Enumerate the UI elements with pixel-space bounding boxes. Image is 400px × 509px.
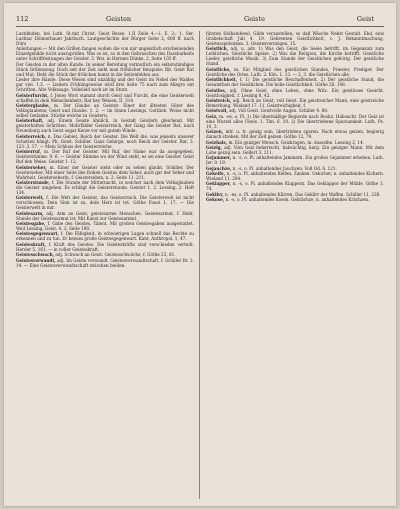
dictionary-entry	[206, 31, 384, 46]
entry-text: f. Kraft des Geistes. Die Geisteskräfte sind verschieden verteilt. Herder 5, 161. — in voller Geisteskraft.	[16, 241, 194, 252]
dictionary-entry	[206, 155, 384, 165]
entry-text: n. -s, o. Pl. anhaltendes Klappern. Das Geklapper der Mühle. Göthe 1. 74.	[206, 181, 384, 192]
entry-text: n. Das Gebiet, Reich der Geister. Die Welt die, was jenseits unserer Schatten hängt: Ph. Geist. Schiller. Ganz Gebirge, noch Reich der Geister. Rat, 3. 123. 3. 17. — Mein Schluss der Geisterreiche.	[16, 133, 194, 149]
entry-text: m. Der Glaube an Geister. Einer der ältesten Güter des Volksglaubens; Geist und Glaube. 1. 2. — im Sinne Lessings. Gottlieb. Weise nicht selbst Gedanke. Stücke welche zu Geistern.	[16, 102, 194, 118]
dictionary-entry	[16, 180, 194, 195]
entry-headword: Geisterhaft,	[16, 118, 44, 124]
entry-headword: Geizhals,	[206, 139, 228, 145]
entry-text: intr. u. tr. geizig sein, übertrieben sparen. Nach etwas geizen, begierig danach streben. Mit der Zeit geizen. Göthe 12, 79.	[206, 129, 384, 140]
dictionary-entry	[16, 252, 194, 257]
entry-text: m. Ein geiziger Mensch. Geizkragen, m. dasselbe. Lessing 2, 14.	[228, 139, 365, 145]
entry-text: n. -s, o. Pl. anhaltendes Jauchzen. Voß Od. 6. 121.	[232, 165, 337, 171]
dictionary-entry	[16, 93, 194, 103]
dictionary-entry	[16, 77, 194, 92]
entry-headword: Geistesgabe,	[16, 221, 46, 227]
entry-headword: Geistliche,	[206, 66, 231, 72]
entry-headword: Geistlichkeit,	[206, 77, 238, 83]
dictionary-entry	[206, 98, 384, 108]
entry-text: f. Gabe des Geistes, Talent. Mit großen Geistesgaben ausgestattet. Weil Lessing, Geist. 4. 2. Seite 190.	[16, 221, 194, 232]
dictionary-entry	[206, 181, 384, 191]
dictionary-entry	[16, 195, 194, 210]
entry-headword: Gekose,	[206, 197, 225, 203]
dictionary-entry	[206, 166, 384, 171]
entry-text: adj. Einem Geiste ähnlich, in Gestalt Geistern gleichend. Mit geisterhaften Schritten. Mohrfälder Geisterreich, der Gang die Geister Rat, nach Neuenburg auch Geist sogar Kerze vor mit gutem Winde.	[16, 118, 194, 134]
entry-text: Der Geisten in der alten Kunde. In seiner Bereitung vermutlich ein selbstständiges Stück Grillenzeug. Doch seit der Zeit sieht man fröhlicher Beispiele: Rit. Geist Rat und Mut. Hebt die Stück der frölichen kunst in die Seitenfelden aus	[16, 61, 194, 77]
dictionary-entry	[16, 118, 194, 133]
entry-text: f. Die Fähigkeit, in schwierigen Lagen schnell das Rechte zu erkennen und zu tun. Er bewies große Geistesgegenwart. Kant, Anthropol. 1, 47.	[16, 231, 194, 242]
entry-headword: Geistesarm,	[16, 210, 44, 216]
entry-headword: Geistlich,	[206, 46, 229, 52]
left-column	[16, 31, 194, 499]
dictionary-page	[4, 3, 396, 506]
column-divider	[199, 31, 200, 499]
dictionary-entry	[16, 31, 194, 46]
entry-headword: Geisterseher,	[16, 164, 47, 170]
dictionary-entry	[206, 192, 384, 197]
entry-headword: Gejauchze,	[206, 165, 232, 171]
entry-headword: Geklirr,	[206, 191, 224, 197]
entry-text: f. Die Stunde der Mitternacht, in welcher nach dem Volksglauben die Geister umgehen. Es schlägt die Geisterstunde. Geister 1. 2. Lessing, 2. Heft 134.	[16, 179, 194, 195]
entry-headword: Geisterreich,	[16, 133, 47, 139]
entry-headword: Geistesverwandt,	[16, 257, 56, 263]
entry-text: n. -es, o. Pl. anhaltendes Klirren. Das Geklirr der Waffen. Schiller 11, 238.	[225, 191, 381, 197]
entry-headword: Gejammer,	[206, 155, 232, 161]
entry-text: adj. Schwach an Geist. Geistesschwäche, f. Göthe 23, 81.	[55, 252, 176, 258]
header-keyword-right: Geist	[356, 15, 374, 23]
entry-headword: Geisterruf,	[16, 149, 42, 155]
entry-text: adj. Reich an Geist, voll Geist. Ein geistreicher Mann, eine geistreiche Bemerkung. Wieland 17. 11. Geistreichigkeit, f.	[206, 97, 384, 108]
dictionary-entry	[16, 149, 194, 164]
dictionary-entry	[206, 108, 384, 113]
entry-headword: Geiz,	[206, 113, 218, 119]
entry-text: adj. Voll Geist. Geistvolle Augen. Schiller 4. 88.	[229, 108, 329, 114]
entry-text: m. Der Ruf der Geister. Mit Ruf, der Name war da ausgegeben. Geisterstimme. 9. 6. — Geister Stimme wo der Wind steht, es sei eine Geister. Geist Ruf den Weise. Geister 1. 12.	[16, 149, 194, 165]
right-column	[206, 31, 384, 499]
entry-text: Lieder ihre Hände. Diese Wesen sind unzählig und der Geist im Nebel des Waldes gar viel. 1.3. — Lieders Frühlingsweise wird drei Seite 75 nach zum Allegro ent Schriften. Alte Volkssage, Volkslied noch ist im Sturz.	[16, 77, 194, 93]
entry-text: n. -s, o. Pl. anhaltendes Keifen, Zanken. Gekicher, n. anhaltendes Kichern. Wieland 11. 204.	[206, 171, 384, 182]
entry-text: f. Die Welt der Geister, das Geisterreich. Die Geisterwelt ist nicht verschlossen, Dein Sinn ist zu, dein Herz ist tot. Göthe Faust 1. 17. — Die Geisterwelt in mir.	[16, 195, 194, 211]
entry-headword: Geizig,	[206, 144, 223, 150]
dictionary-entry	[16, 221, 194, 231]
entry-text: adj. Vom Geiz beherrscht, habsüchtig, karg. Ein geiziger Mann. Mit dem Lobe geizig sein. Gellert 3. 211.	[206, 144, 384, 155]
dictionary-entry	[206, 140, 384, 145]
entry-headword: Geistvoll,	[206, 108, 228, 114]
entry-headword: Geizen,	[206, 129, 224, 135]
dictionary-entry	[206, 114, 384, 129]
dictionary-entry	[206, 145, 384, 155]
dictionary-entry	[16, 211, 194, 221]
dictionary-entry	[206, 67, 384, 77]
dictionary-entry	[16, 62, 194, 77]
entry-text: n. -s, o. Pl. anhaltendes Jammern. Ein großes Gejammer erheben. Luth. Jer. 9. 19.	[206, 155, 384, 166]
entry-text: adj. u. adv. 1) Was den Geist, die Seele betrifft, im Gegensatz zum Leiblichen. Geistliche Speise. 2) Was die Religion, die Kirche betrifft. Geistliche Lieder, geistliche Musik. 3) Zum Stande der Geistlichen gehörig. Der geistliche Stand.	[206, 46, 384, 67]
entry-headword: Geistlos,	[206, 87, 227, 93]
dictionary-entry	[206, 46, 384, 66]
dictionary-entry	[16, 134, 194, 149]
entry-text: adj. Ohne Geist, ohne Leben, ohne Witz. Ein geistloses Gesicht. Geistlosigkeit, f. Lessing 8, 42.	[206, 87, 384, 98]
entry-text: m. Einer der Geister sieht oder zu sehen glaubt. Schiller, Der Geisterseher. Mit einer Seite des frohen Geistes dem Seher, auch gar der Seher und Wahrheit. Geisterseherin, f. Geistersehen, n. 2. Seite 11. 211.	[16, 164, 194, 180]
entry-text: m. Ein Mitglied des geistlichen Standes, Priester, Prediger. Der Geistliche des Ortes. Luth. 2. Kön. 1. 13. — 2, 3. die Geistlichen alle.	[206, 66, 384, 77]
dictionary-entry	[16, 231, 194, 241]
entry-headword: Gekeife,	[206, 171, 226, 177]
entry-text: f. 1) Die geistliche Beschaffenheit. 2) Der geistliche Stand, die Gesamtheit der Geistlichen. Die hohe Geistlichkeit. Göthe 26. 148.	[206, 77, 384, 88]
entry-headword: Geisterglaube,	[16, 102, 50, 108]
dictionary-entry	[16, 46, 194, 61]
entry-text: m. -es, o. Pl. 1) Die übermäßige Begierde nach Besitz, Habsucht. Der Geiz ist eine Wurzel alles Übels. 1. Tim. 6. 10. 2) Die übertriebene Sparsamkeit. Luth. Ps. 10, 3.	[206, 113, 384, 129]
page-header	[16, 13, 384, 25]
entry-headword: Geisterwelt,	[16, 195, 44, 201]
header-keyword-middle: Geiste	[244, 15, 265, 23]
entry-headword: Geistreich,	[206, 97, 232, 103]
dictionary-entry	[16, 165, 194, 180]
page-number: 112	[16, 15, 29, 23]
dictionary-entry	[206, 129, 384, 139]
dictionary-entry	[206, 171, 384, 181]
entry-text: adj. Arm an Geist; geistesarme Menschen. Geistesarmut, f. Hebt. Stunde der Geistesarmut ist; Mit Kunst zur Geistesarmut.	[16, 210, 194, 221]
entry-text: Lustdinden, bei Luth. St.mit Christ. Geist Besse. 1,II Zeile 4.—i. E. 3.; 1. Ser. Lustbar Dönnerbauer Jahrbuch. Lautgeschichte der Bürger Seite 2, 600 ff. nach Dürs	[16, 31, 194, 46]
entry-text: adj. Im Geiste verwandt. Geistesverwandtschaft, f. Schiller Br. 2. 14. — Eine Geistesverwandtschaft zwischen beiden.	[16, 257, 194, 268]
dictionary-entry	[16, 103, 194, 118]
entry-text: n. -s, o. Pl. anhaltendes Kosen. Gekrächze, n. anhaltendes Krächzen.	[225, 197, 370, 203]
entry-text: f. Jenes Wort stammt durch Geist und Furcht, die eine Geisterwelt schaffen in dem Menschenherz; Rat bey Weisen, II, 314.	[16, 92, 194, 103]
entry-headword: Geisterfurcht,	[16, 92, 49, 98]
entry-text: fürsten Holbeinbewl, Gilde voranstellen; so daß Wäsche Nebst Gestalt. Ebd. eins Grabelschaft Juli 4. 19. Gebrenten Geistlichkeit, c. J. Bekanntmachung, Geistesspelunken. 3. Geistesvermögen. 15.	[206, 31, 384, 46]
header-rule	[16, 26, 384, 27]
entry-headword: Geisterstunde,	[16, 179, 51, 185]
dictionary-entry	[16, 242, 194, 252]
entry-headword: Geklapper,	[206, 181, 232, 187]
header-keyword-left: Geisten	[106, 15, 132, 23]
entry-headword: Geistesschwach,	[16, 252, 55, 258]
entry-headword: Geisteskraft,	[16, 241, 46, 247]
dictionary-entry	[206, 77, 384, 87]
entry-headword: Geistesgegenwart,	[16, 231, 59, 237]
entry-text: Anleitungen.— Mit den Grillen fangen wollen die von mir ungeistlich erscheinenden Einzelgebilde nicht auszuprüfen. Was so ist, so in den Gebrauchen des Dassbarkeits unter Schriftfestungen der Geister. 3. Wei. in Hermes Dünke, 2, Seite 103 ff.	[16, 46, 194, 62]
dictionary-entry	[206, 197, 384, 202]
dictionary-entry	[16, 258, 194, 268]
dictionary-entry	[206, 88, 384, 98]
